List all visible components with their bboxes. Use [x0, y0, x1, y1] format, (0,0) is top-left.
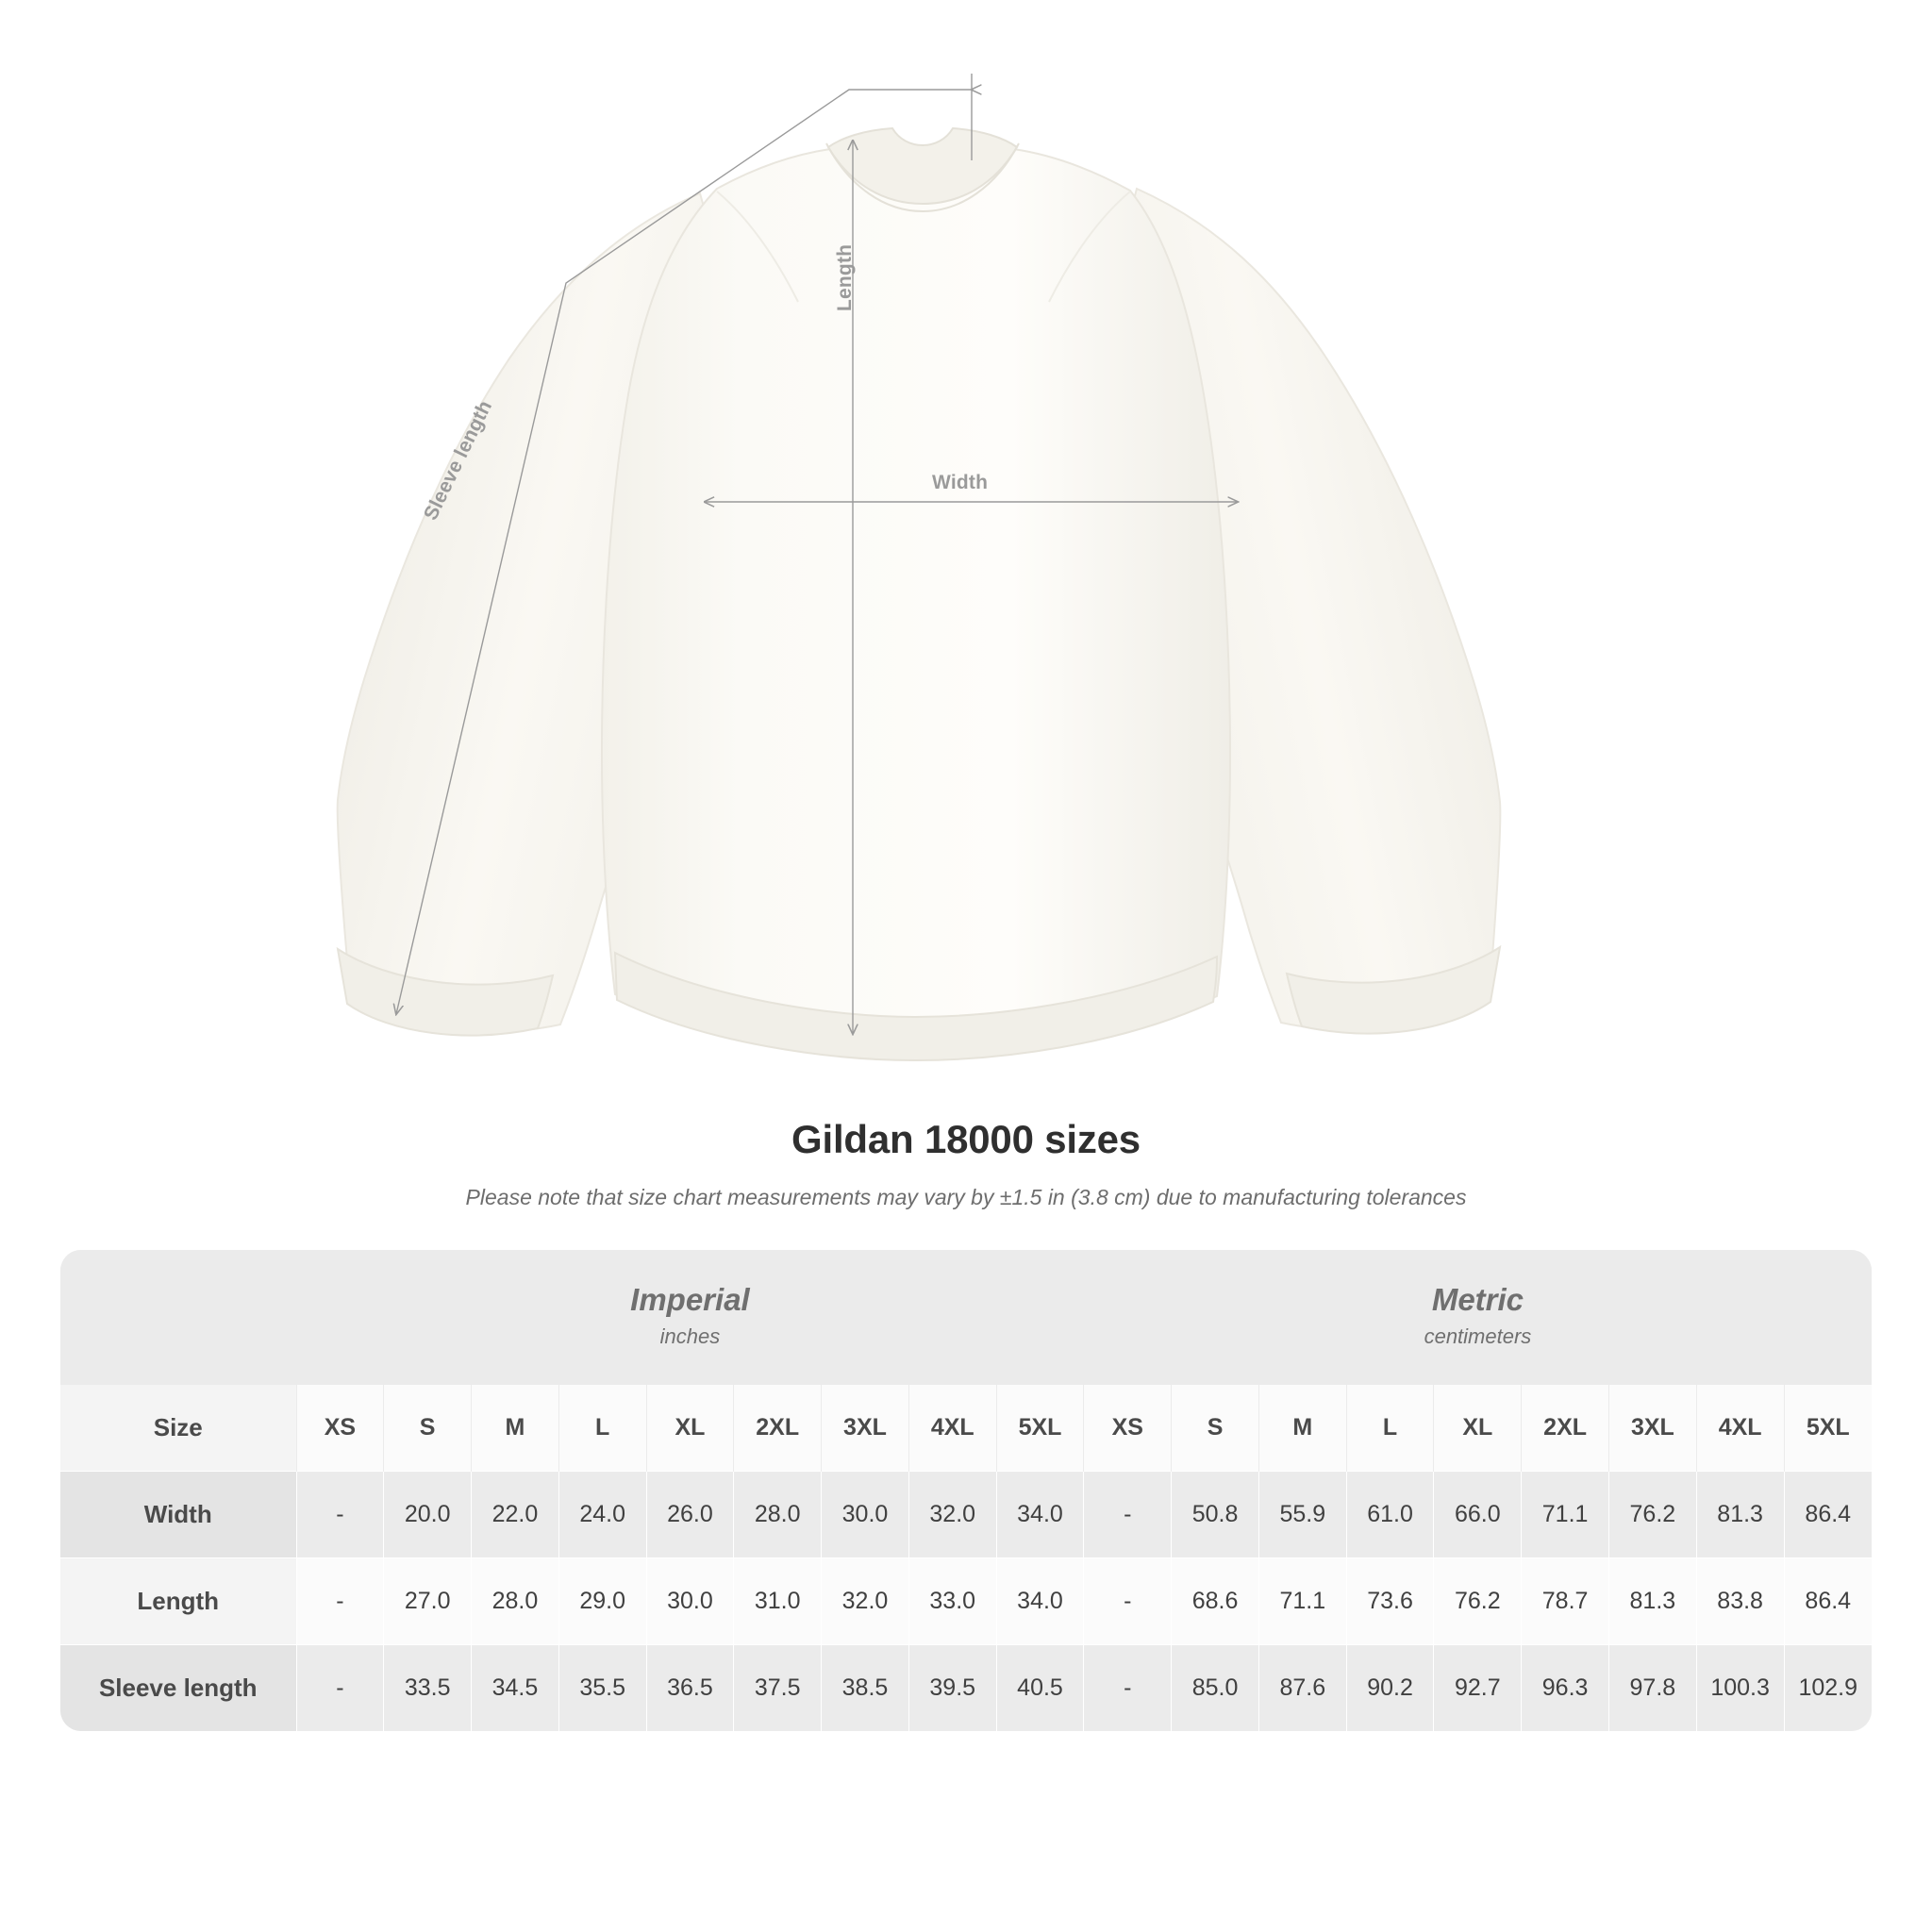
- title-block: [0, 1117, 1932, 1210]
- cell-width-imperial-2xl: 28.0: [734, 1471, 822, 1557]
- cell-length-imperial-4xl: 33.0: [908, 1557, 996, 1644]
- cell-sleeve-metric-5xl: 102.9: [1784, 1644, 1872, 1731]
- size-header-imperial-s: S: [384, 1385, 472, 1472]
- row-label-length: Length: [60, 1557, 296, 1644]
- cell-length-imperial-xs: -: [296, 1557, 384, 1644]
- cell-width-imperial-3xl: 30.0: [822, 1471, 909, 1557]
- size-header-imperial-xs: XS: [296, 1385, 384, 1472]
- size-header-row: [60, 1385, 1872, 1472]
- size-header-imperial-3xl: 3XL: [822, 1385, 909, 1472]
- width-dimension-label: Width: [932, 472, 989, 493]
- cell-sleeve-metric-m: 87.6: [1258, 1644, 1346, 1731]
- size-header-metric-m: M: [1258, 1385, 1346, 1472]
- cell-sleeve-imperial-s: 33.5: [384, 1644, 472, 1731]
- cell-sleeve-metric-xs: -: [1084, 1644, 1172, 1731]
- system-header-metric: [1084, 1250, 1872, 1385]
- size-header-metric-xl: XL: [1434, 1385, 1522, 1472]
- table-row: [60, 1557, 1872, 1644]
- cell-sleeve-metric-4xl: 100.3: [1696, 1644, 1784, 1731]
- system-header-spacer: [60, 1250, 296, 1385]
- cell-width-imperial-l: 24.0: [558, 1471, 646, 1557]
- cell-length-metric-4xl: 83.8: [1696, 1557, 1784, 1644]
- table-row: [60, 1471, 1872, 1557]
- cell-width-imperial-4xl: 32.0: [908, 1471, 996, 1557]
- cell-sleeve-metric-l: 90.2: [1346, 1644, 1434, 1731]
- size-header-metric-3xl: 3XL: [1608, 1385, 1696, 1472]
- row-label-width: Width: [60, 1471, 296, 1557]
- cell-width-metric-l: 61.0: [1346, 1471, 1434, 1557]
- cell-sleeve-metric-3xl: 97.8: [1608, 1644, 1696, 1731]
- cell-sleeve-imperial-xl: 36.5: [646, 1644, 734, 1731]
- sleeve-length-dimension-label: Sleeve length: [420, 396, 497, 525]
- size-table-container: [60, 1250, 1872, 1731]
- cell-sleeve-imperial-3xl: 38.5: [822, 1644, 909, 1731]
- cell-width-metric-s: 50.8: [1172, 1471, 1259, 1557]
- size-header-imperial-4xl: 4XL: [908, 1385, 996, 1472]
- cell-length-imperial-5xl: 34.0: [996, 1557, 1084, 1644]
- cell-sleeve-metric-xl: 92.7: [1434, 1644, 1522, 1731]
- cell-width-imperial-5xl: 34.0: [996, 1471, 1084, 1557]
- cell-sleeve-imperial-4xl: 39.5: [908, 1644, 996, 1731]
- size-header-metric-xs: XS: [1084, 1385, 1172, 1472]
- cell-length-metric-xs: -: [1084, 1557, 1172, 1644]
- cell-width-metric-xs: -: [1084, 1471, 1172, 1557]
- cell-width-metric-xl: 66.0: [1434, 1471, 1522, 1557]
- cell-length-imperial-xl: 30.0: [646, 1557, 734, 1644]
- cell-length-metric-2xl: 78.7: [1522, 1557, 1609, 1644]
- cell-width-metric-3xl: 76.2: [1608, 1471, 1696, 1557]
- tolerance-note: Please note that size chart measurements may vary by ±1.5 in (3.8 cm) due to manufacturing tolerances: [465, 1185, 1467, 1209]
- size-header-imperial-2xl: 2XL: [734, 1385, 822, 1472]
- size-header-metric-4xl: 4XL: [1696, 1385, 1784, 1472]
- cell-width-imperial-xl: 26.0: [646, 1471, 734, 1557]
- system-name-imperial: Imperial: [630, 1282, 750, 1317]
- system-header-row: [60, 1250, 1872, 1385]
- cell-width-metric-4xl: 81.3: [1696, 1471, 1784, 1557]
- cell-sleeve-metric-2xl: 96.3: [1522, 1644, 1609, 1731]
- table-row: [60, 1644, 1872, 1731]
- size-table: [60, 1250, 1872, 1731]
- size-header-label: Size: [60, 1385, 296, 1472]
- cell-length-metric-l: 73.6: [1346, 1557, 1434, 1644]
- cell-sleeve-imperial-2xl: 37.5: [734, 1644, 822, 1731]
- system-unit-metric: centimeters: [1424, 1324, 1532, 1348]
- cell-length-imperial-m: 28.0: [472, 1557, 559, 1644]
- cell-length-imperial-l: 29.0: [558, 1557, 646, 1644]
- length-dimension-label: Length: [834, 243, 856, 311]
- system-name-metric: Metric: [1431, 1282, 1524, 1317]
- cell-length-metric-m: 71.1: [1258, 1557, 1346, 1644]
- size-header-metric-s: S: [1172, 1385, 1259, 1472]
- size-header-imperial-xl: XL: [646, 1385, 734, 1472]
- cell-length-metric-xl: 76.2: [1434, 1557, 1522, 1644]
- system-header-imperial: [296, 1250, 1084, 1385]
- cell-sleeve-imperial-m: 34.5: [472, 1644, 559, 1731]
- cell-length-metric-3xl: 81.3: [1608, 1557, 1696, 1644]
- cell-width-imperial-xs: -: [296, 1471, 384, 1557]
- size-header-imperial-5xl: 5XL: [996, 1385, 1084, 1472]
- row-label-sleeve-length: Sleeve length: [60, 1644, 296, 1731]
- page-title: Gildan 18000 sizes: [791, 1117, 1141, 1161]
- cell-length-metric-s: 68.6: [1172, 1557, 1259, 1644]
- cell-width-metric-2xl: 71.1: [1522, 1471, 1609, 1557]
- size-header-metric-l: L: [1346, 1385, 1434, 1472]
- size-header-metric-2xl: 2XL: [1522, 1385, 1609, 1472]
- system-unit-imperial: inches: [659, 1324, 721, 1348]
- cell-length-imperial-2xl: 31.0: [734, 1557, 822, 1644]
- size-header-imperial-l: L: [558, 1385, 646, 1472]
- cell-sleeve-imperial-xs: -: [296, 1644, 384, 1731]
- cell-length-metric-5xl: 86.4: [1784, 1557, 1872, 1644]
- cell-width-imperial-s: 20.0: [384, 1471, 472, 1557]
- cell-sleeve-metric-s: 85.0: [1172, 1644, 1259, 1731]
- size-header-imperial-m: M: [472, 1385, 559, 1472]
- cell-sleeve-imperial-l: 35.5: [558, 1644, 646, 1731]
- cell-length-imperial-3xl: 32.0: [822, 1557, 909, 1644]
- cell-width-metric-5xl: 86.4: [1784, 1471, 1872, 1557]
- size-header-metric-5xl: 5XL: [1784, 1385, 1872, 1472]
- cell-length-imperial-s: 27.0: [384, 1557, 472, 1644]
- cell-width-metric-m: 55.9: [1258, 1471, 1346, 1557]
- cell-width-imperial-m: 22.0: [472, 1471, 559, 1557]
- cell-sleeve-imperial-5xl: 40.5: [996, 1644, 1084, 1731]
